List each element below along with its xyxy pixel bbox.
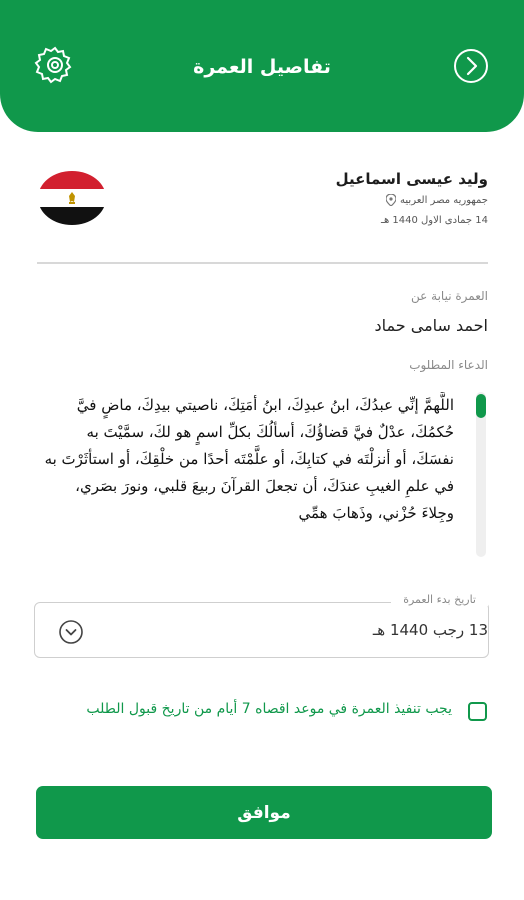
dua-text: اللَّهمَّ إنِّي عبدُكَ، ابنُ عبدِكَ، ابنُ أمَتِكَ، ناصيتي بيدِكَ، ماضٍ فيَّ حُكمُكَ، عدْلٌ فيَّ قضاؤُكَ، أسألُكَ بكلِّ اسمٍ هو لكَ، سمَّيْتَ به نفسَكَ، أو أنزلْتَه في كتابِكَ، أو علَّمْتَه أحدًا من خلْقِكَ، أو استأثَرْتَ به في علمِ الغيبِ عندَكَ، أن تجعلَ القرآنَ ربيعَ قلبي، ونورَ بصَري، وجِلاءَ حُزْني، وذَهابَ همِّي [44,396,454,522]
date-dropdown-button[interactable] [58,619,84,645]
app-header [0,0,524,132]
country-label: جمهوريه مصر العربيه [400,194,488,206]
proxy-label: العمرة نيابة عن [411,289,488,303]
start-date-label: تاريخ بدء العمرة [391,593,488,606]
proxy-value: احمد سامى حماد [374,316,488,335]
scrollbar-thumb[interactable] [476,394,486,418]
location-pin-icon [386,194,396,206]
notice-text: يجب تنفيذ العمرة في موعد اقصاه 7 أيام من تاريخ قبول الطلب [86,701,452,717]
confirm-button[interactable]: موافق [36,786,492,839]
user-date: 14 جمادى الاول 1440 هـ [381,215,488,226]
page-title: تفاصيل العمرة [193,56,331,78]
user-country [386,194,488,206]
dua-label: الدعاء المطلوب [409,358,488,372]
arrow-right-circle-icon [451,46,491,86]
egypt-flag-icon [37,170,107,226]
agree-checkbox[interactable] [468,702,487,721]
user-name: وليد عيسى اسماعيل [335,170,488,188]
country-flag [37,170,107,226]
start-date-value: 13 رجب 1440 هـ [372,621,488,639]
chevron-down-icon [58,619,84,645]
back-button[interactable] [451,46,491,86]
divider [37,262,488,264]
